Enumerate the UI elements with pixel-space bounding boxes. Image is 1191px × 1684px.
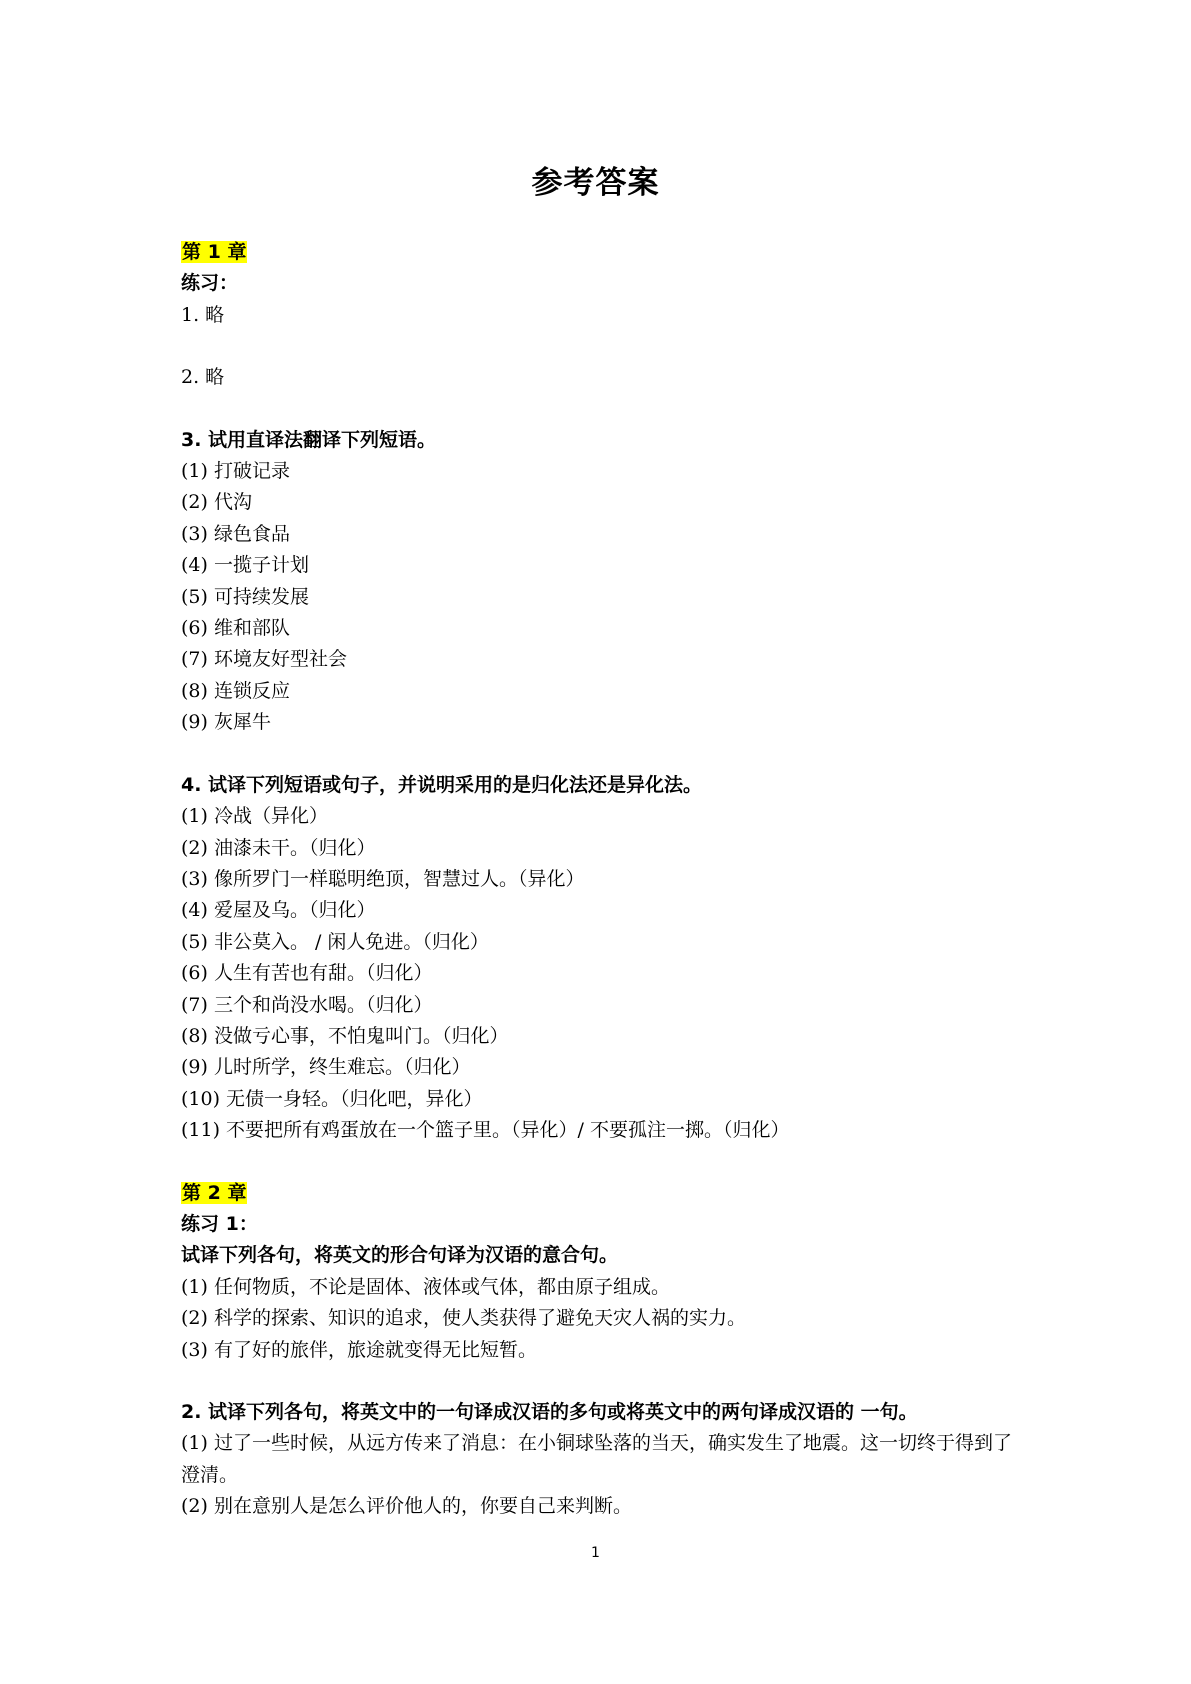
chapter-2-heading: 第 2 章 <box>182 1181 247 1204</box>
ch2-q2-answer: (2) 别在意别人是怎么评价他人的，你要自己来判断。 <box>181 1495 632 1518</box>
ch2-q1-prompt: 试译下列各句，将英文的形合句译为汉语的意合句。 <box>181 1244 619 1267</box>
ch1-q3-answer: (2) 代沟 <box>181 491 252 514</box>
page-number: 1 <box>591 1545 600 1561</box>
page-title: 参考答案 <box>531 165 660 201</box>
ch1-q4-answer: (8) 没做亏心事，不怕鬼叫门。（归化） <box>181 1024 509 1047</box>
ch1-q4-answer: (11) 不要把所有鸡蛋放在一个篮子里。（异化）/ 不要孤注一掷。（归化） <box>181 1119 790 1142</box>
ch1-q3-answer: (8) 连锁反应 <box>181 679 290 702</box>
chapter-1-heading: 第 1 章 <box>182 241 247 263</box>
ch1-item-1: 1. 略 <box>181 303 225 326</box>
ch1-q3-prompt: 3. 试用直译法翻译下列短语。 <box>181 428 437 451</box>
ch1-q3-answer: (6) 维和部队 <box>181 617 290 640</box>
ch2-q1-answer: (3) 有了好的旅伴，旅途就变得无比短暂。 <box>181 1338 537 1361</box>
ch1-q3-answer: (4) 一揽子计划 <box>181 554 309 577</box>
ch1-q3-answer: (9) 灰犀牛 <box>181 711 271 734</box>
ch1-q3-answer: (7) 环境友好型社会 <box>181 648 347 671</box>
ch2-q1-answer: (2) 科学的探索、知识的追求，使人类获得了避免天灾人祸的实力。 <box>181 1307 746 1330</box>
ch2-exercise-label: 练习 1： <box>181 1212 258 1235</box>
ch1-q4-answer: (3) 像所罗门一样聪明绝顶，智慧过人。（异化） <box>181 867 585 890</box>
document-body <box>181 237 1021 1523</box>
ch1-q4-answer: (1) 冷战（异化） <box>181 805 328 828</box>
ch1-item-2: 2. 略 <box>181 366 225 389</box>
ch1-q4-answer: (6) 人生有苦也有甜。（归化） <box>181 962 433 985</box>
ch1-q4-answer: (10) 无债一身轻。（归化吧，异化） <box>181 1087 483 1110</box>
ch1-exercise-label: 练习： <box>181 272 239 295</box>
ch2-q2-prompt: 2. 试译下列各句，将英文中的一句译成汉语的多句或将英文中的两句译成汉语的 一句。 <box>181 1401 918 1423</box>
ch1-q3-answer: (3) 绿色食品 <box>181 522 290 545</box>
ch1-q4-answer: (2) 油漆未干。（归化） <box>181 836 376 859</box>
ch1-q3-answer: (5) 可持续发展 <box>181 585 309 608</box>
ch1-q4-prompt: 4. 试译下列短语或句子，并说明采用的是归化法还是异化法。 <box>181 773 703 796</box>
ch2-q1-answer: (1) 任何物质，不论是固体、液体或气体，都由原子组成。 <box>181 1275 670 1298</box>
ch1-q4-answer: (9) 儿时所学，终生难忘。（归化） <box>181 1056 471 1079</box>
ch1-q4-answer: (4) 爱屋及乌。（归化） <box>181 899 376 922</box>
ch2-q2-answer: (1) 过了一些时候，从远方传来了消息：在小铜球坠落的当天，确实发生了地震。这一切终于得到了澄清。 <box>181 1432 1012 1486</box>
ch1-q4-answer: (5) 非公莫入。 / 闲人免进。（归化） <box>181 930 489 953</box>
ch1-q4-answer: (7) 三个和尚没水喝。（归化） <box>181 993 433 1016</box>
ch1-q3-answer: (1) 打破记录 <box>181 460 290 483</box>
